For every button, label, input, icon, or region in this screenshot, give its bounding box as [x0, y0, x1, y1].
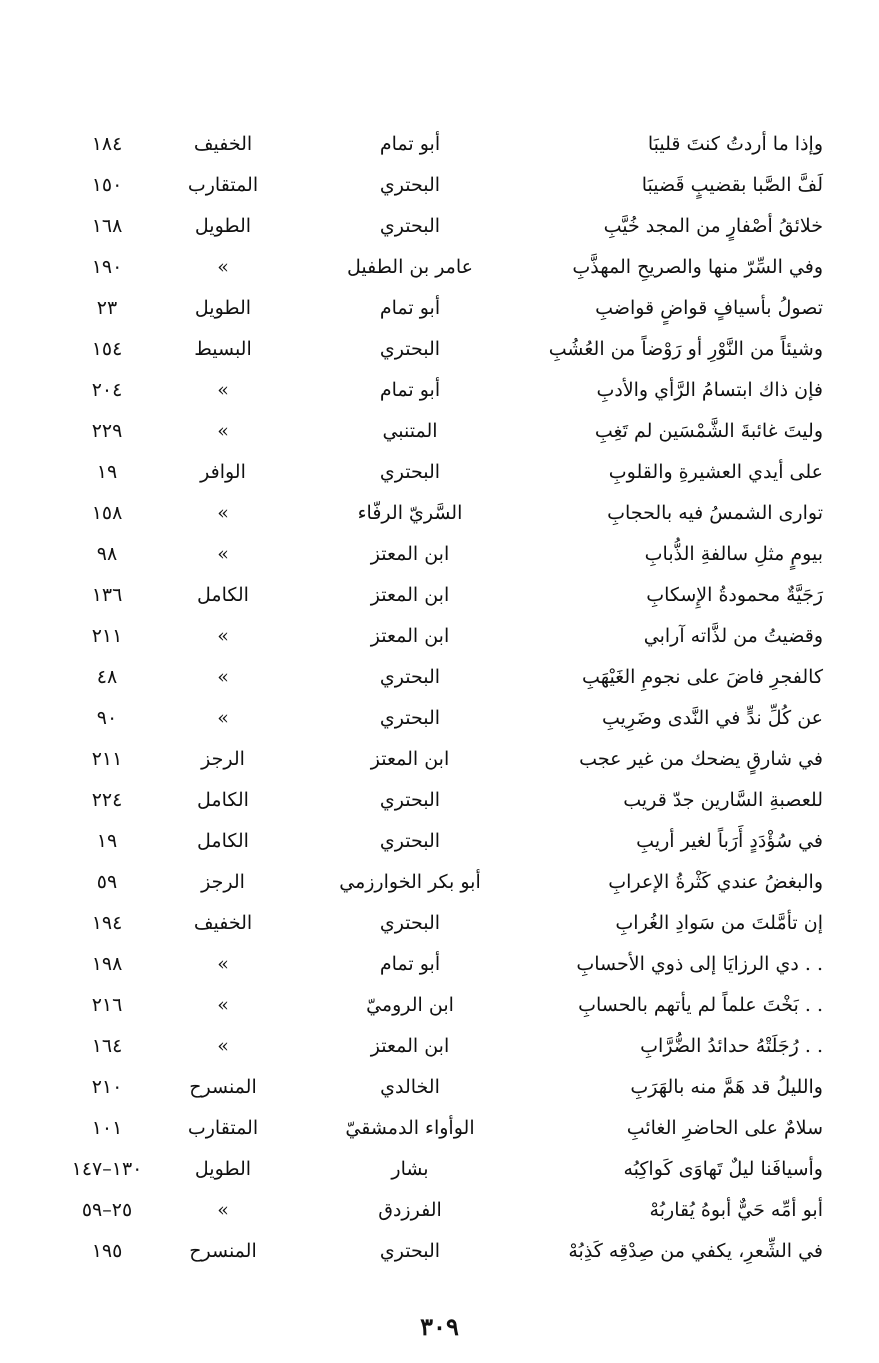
poet-name: البحتري: [379, 215, 441, 237]
table-row: [0, 862, 879, 903]
table-row: [0, 985, 879, 1026]
meter-name: الطويل: [194, 215, 252, 237]
poet-name: أبو تمام: [379, 953, 441, 975]
meter-name: »: [217, 1035, 229, 1057]
meter-name: »: [217, 625, 229, 647]
table-row: [0, 288, 879, 329]
verse-text: وقضيتُ من لذَّاته آرابي: [643, 625, 823, 647]
verse-text: في سُؤْدَدٍ أَرَباً لغير أريبِ: [636, 830, 823, 852]
page-reference: ٥٩: [96, 871, 118, 893]
meter-name: »: [217, 379, 229, 401]
verse-text: في شارقٍ يضحك من غير عجب: [579, 748, 823, 770]
table-row: [0, 1108, 879, 1149]
verse-text: وشيئاً من النَّوْرِ أو رَوْضاً من العُشُبِ: [548, 338, 823, 360]
meter-name: »: [217, 543, 229, 565]
table-row: [0, 780, 879, 821]
meter-name: المنسرح: [189, 1076, 257, 1098]
poet-name: البحتري: [379, 830, 441, 852]
table-row: [0, 616, 879, 657]
verse-text: فإن ذاك ابتسامُ الرَّأي والأدبِ: [596, 379, 823, 401]
poet-name: ابن المعتز: [370, 543, 450, 565]
poet-name: البحتري: [379, 707, 441, 729]
poet-name: أبو تمام: [379, 133, 441, 155]
meter-name: الخفيف: [193, 912, 253, 934]
meter-name: »: [217, 953, 229, 975]
page-reference: ١٩٥: [91, 1240, 123, 1262]
page-reference: ١٩: [96, 830, 118, 852]
poet-name: أبو بكر الخوارزمي: [339, 871, 481, 893]
page-reference: ١٣٦: [91, 584, 123, 606]
verse-text: وليتَ غائبةَ الشَّمْسَين لم تَغِبِ: [594, 420, 823, 442]
poet-name: عامر بن الطفيل: [346, 256, 473, 278]
meter-name: الكامل: [197, 584, 249, 606]
poet-name: أبو تمام: [379, 379, 441, 401]
meter-name: »: [217, 666, 229, 688]
poet-name: ابن المعتز: [370, 748, 450, 770]
table-row: [0, 944, 879, 985]
verse-text: كالفجرِ فاضَ على نجومِ الغَيْهَبِ: [582, 666, 823, 688]
meter-name: الوافر: [200, 461, 246, 483]
meter-name: الطويل: [194, 297, 252, 319]
page-reference: ١٩: [96, 461, 118, 483]
poet-name: الخالدي: [380, 1076, 440, 1098]
table-row: [0, 1026, 879, 1067]
verse-text: وإذا ما أردتُ كنتَ قليبَا: [647, 133, 823, 155]
table-row: [0, 534, 879, 575]
poet-name: ابن المعتز: [370, 584, 450, 606]
verse-text: عن كُلِّ ندٍّ في النَّدى وضَرِيبِ: [602, 707, 823, 729]
poet-name: البحتري: [379, 338, 441, 360]
meter-name: »: [217, 420, 229, 442]
verse-text: أبو أمِّه حَيٌّ أبوهُ يُقاربُهْ: [649, 1199, 823, 1221]
poet-name: الفرزدق: [378, 1199, 442, 1221]
verse-text: . . بَخْتَ علماً لم يأتهم بالحسابِ: [578, 994, 823, 1016]
meter-name: المتقارب: [187, 174, 259, 196]
page-reference: ٢٢٤: [91, 789, 123, 811]
verse-text: سلامٌ على الحاضرِ الغائبِ: [626, 1117, 823, 1139]
verse-text: على أيدي العشيرةِ والقلوبِ: [608, 461, 823, 483]
table-row: [0, 657, 879, 698]
page-reference: ٢٥–٥٩: [81, 1199, 133, 1221]
poet-name: ابن الروميّ: [366, 994, 454, 1016]
poet-name: ابن المعتز: [370, 625, 450, 647]
meter-name: الكامل: [197, 830, 249, 852]
verse-text: وأسيافَنا ليلٌ تَهاوَى كَواكِبُه: [623, 1158, 823, 1180]
page-reference: ٢١١: [91, 748, 123, 770]
poet-name: البحتري: [379, 461, 441, 483]
verse-text: والليلُ قد هَمَّ منه بالهَرَبِ: [630, 1076, 823, 1098]
verse-text: إن تأمَّلتَ من سَوادِ الغُرابِ: [615, 912, 823, 934]
table-row: [0, 165, 879, 206]
page-reference: ٩٨: [96, 543, 118, 565]
meter-name: »: [217, 256, 229, 278]
table-row: [0, 452, 879, 493]
page-reference: ٢١١: [91, 625, 123, 647]
table-row: [0, 329, 879, 370]
table-row: [0, 821, 879, 862]
table-row: [0, 493, 879, 534]
table-row: [0, 206, 879, 247]
table-row: [0, 903, 879, 944]
meter-name: الطويل: [194, 1158, 252, 1180]
poet-name: البحتري: [379, 912, 441, 934]
page-reference: ١٦٤: [91, 1035, 123, 1057]
meter-name: الكامل: [197, 789, 249, 811]
page-reference: ٢٣: [96, 297, 118, 319]
verse-text: لَفَّ الصَّبا بقضيبٍ قَضيبَا: [641, 174, 823, 196]
verse-text: في الشِّعرِ، يكفي من صِدْقِه كَذِبُهْ: [568, 1240, 823, 1262]
page-reference: ١٠١: [91, 1117, 123, 1139]
table-row: [0, 1149, 879, 1190]
page-reference: ١٩٨: [91, 953, 123, 975]
table-row: [0, 1067, 879, 1108]
verse-text: توارى الشمسُ فيه بالحجابِ: [607, 502, 823, 524]
page-reference: ٢١٠: [91, 1076, 123, 1098]
meter-name: »: [217, 994, 229, 1016]
meter-name: المنسرح: [189, 1240, 257, 1262]
page-reference: ٢٢٩: [91, 420, 123, 442]
verse-text: تصولُ بأسيافٍ قواضٍ قواضبِ: [595, 297, 823, 319]
poet-name: الوأواء الدمشقيّ: [345, 1117, 475, 1139]
poet-name: البحتري: [379, 174, 441, 196]
table-row: [0, 739, 879, 780]
page-reference: ٢٠٤: [91, 379, 123, 401]
verse-text: للعصبةِ السَّارين جدّ قريب: [623, 789, 823, 811]
page-reference: ١٨٤: [91, 133, 123, 155]
meter-name: الرجز: [201, 871, 245, 893]
table-row: [0, 1190, 879, 1231]
poet-name: البحتري: [379, 1240, 441, 1262]
verse-text: خلائقُ أصْفارٍ من المجد خُيَّبِ: [603, 215, 823, 237]
table-row: [0, 698, 879, 739]
poet-name: السَّريّ الرفّاء: [357, 502, 463, 524]
meter-name: الخفيف: [193, 133, 253, 155]
verse-index-table: [0, 124, 879, 1272]
page-reference: ٤٨: [96, 666, 118, 688]
table-row: [0, 1231, 879, 1272]
verse-text: . . دي الرزايَا إلى ذوي الأحسابِ: [576, 953, 823, 975]
page-number: ٣٠٩: [420, 1312, 459, 1341]
verse-text: والبغضُ عندي كَثْرةُ الإعرابِ: [608, 871, 823, 893]
page-reference: ١٣٠–١٤٧: [71, 1158, 143, 1180]
page-reference: ١٩٤: [91, 912, 123, 934]
verse-text: رَجَيَّةٌ محمودةُ الإِسكابِ: [646, 584, 823, 606]
table-row: [0, 370, 879, 411]
page-reference: ١٥٠: [91, 174, 123, 196]
poet-name: أبو تمام: [379, 297, 441, 319]
poet-name: ابن المعتز: [370, 1035, 450, 1057]
page-reference: ١٥٤: [91, 338, 123, 360]
page-reference: ٩٠: [96, 707, 118, 729]
page-reference: ١٥٨: [91, 502, 123, 524]
table-row: [0, 124, 879, 165]
page-reference: ١٦٨: [91, 215, 123, 237]
poet-name: المتنبي: [382, 420, 438, 442]
meter-name: »: [217, 1199, 229, 1221]
poet-name: البحتري: [379, 666, 441, 688]
meter-name: »: [217, 707, 229, 729]
table-row: [0, 247, 879, 288]
table-row: [0, 411, 879, 452]
poet-name: بشار: [391, 1158, 429, 1180]
verse-text: بيومٍ مثلِ سالفةِ الذُّبابِ: [644, 543, 823, 565]
meter-name: الرجز: [201, 748, 245, 770]
verse-text: وفي السِّرّ منها والصريحِ المهذَّبِ: [572, 256, 823, 278]
table-row: [0, 575, 879, 616]
page-reference: ١٩٠: [91, 256, 123, 278]
meter-name: البسيط: [194, 338, 252, 360]
meter-name: المتقارب: [187, 1117, 259, 1139]
meter-name: »: [217, 502, 229, 524]
page-reference: ٢١٦: [91, 994, 123, 1016]
poet-name: البحتري: [379, 789, 441, 811]
verse-text: . . رُجَلَتْهُ حدائدُ الضُّرَّابِ: [640, 1035, 823, 1057]
